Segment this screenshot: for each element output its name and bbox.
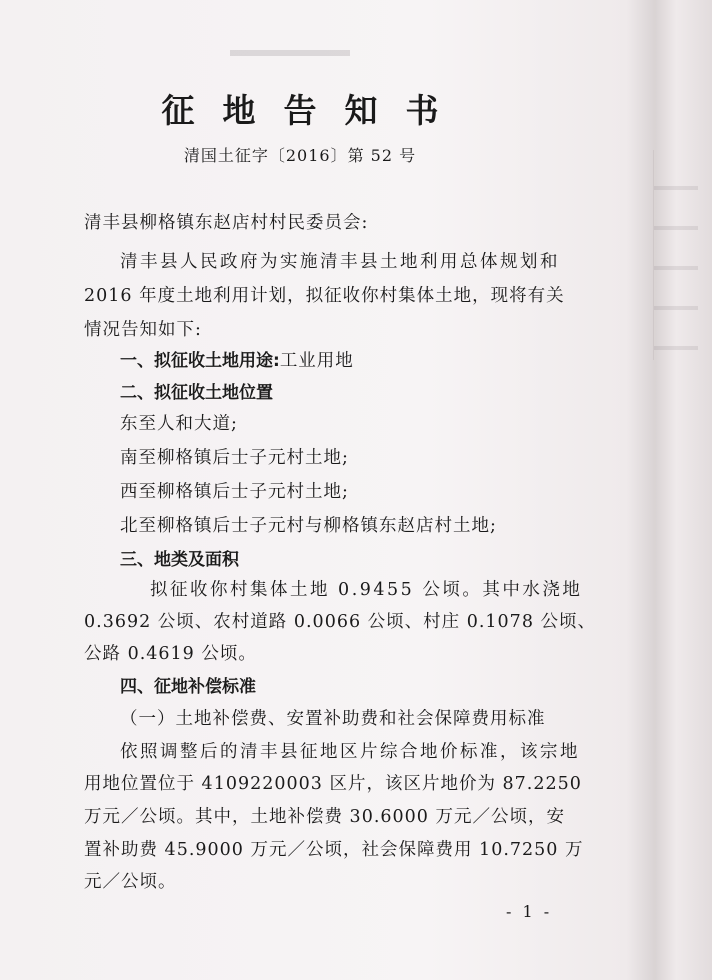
page-number: - 1 - <box>506 902 553 921</box>
section-1-heading: 一、拟征收土地用途: <box>120 351 280 371</box>
area-line-3: 公路 0.4619 公顷。 <box>84 644 257 664</box>
compensation-line-1: 依照调整后的清丰县征地区片综合地价标准，该宗地 <box>120 742 580 762</box>
area-line-2: 0.3692 公顷、农村道路 0.0066 公顷、村庄 0.1078 公顷、 <box>84 612 597 632</box>
section-2-heading: 二、拟征收土地位置 <box>120 383 273 403</box>
intro-line-1: 清丰县人民政府为实施清丰县土地利用总体规划和 <box>120 252 560 272</box>
section-4-subheading: （一）土地补偿费、安置补助费和社会保障费用标准 <box>120 709 546 729</box>
compensation-line-4: 置补助费 45.9000 万元／公顷，社会保障费用 10.7250 万 <box>84 840 584 860</box>
addressee: 清丰县柳格镇东赵店村村民委员会: <box>84 213 369 233</box>
section-1-value: 工业用地 <box>279 351 354 371</box>
compensation-line-5: 元／公顷。 <box>84 872 177 892</box>
intro-line-2: 2016 年度土地利用计划，拟征收你村集体土地，现将有关 <box>84 286 565 306</box>
section-3-heading: 三、地类及面积 <box>120 550 239 570</box>
area-line-1: 拟征收你村集体土地 0.9455 公顷。其中水浇地 <box>150 580 583 600</box>
compensation-line-2: 用地位置位于 4109220003 区片，该区片地价为 87.2250 <box>84 774 582 794</box>
section-4-heading: 四、征地补偿标准 <box>120 677 256 697</box>
intro-line-3: 情况告知如下: <box>84 320 202 340</box>
location-north: 北至柳格镇后士子元村与柳格镇东赵店村土地; <box>120 516 497 536</box>
document-number: 清国土征字〔2016〕第 52 号 <box>183 146 417 165</box>
location-south: 南至柳格镇后士子元村土地; <box>120 448 349 468</box>
location-east: 东至人和大道; <box>120 414 238 434</box>
adjacent-page-edge <box>653 150 698 360</box>
compensation-line-3: 万元／公顷。其中，土地补偿费 30.6000 万元／公顷，安 <box>84 807 565 827</box>
location-west: 西至柳格镇后士子元村土地; <box>120 482 349 502</box>
section-1 <box>120 346 354 372</box>
document-title: 征地告知书 <box>161 91 467 130</box>
bleed-through-mark <box>230 50 350 56</box>
